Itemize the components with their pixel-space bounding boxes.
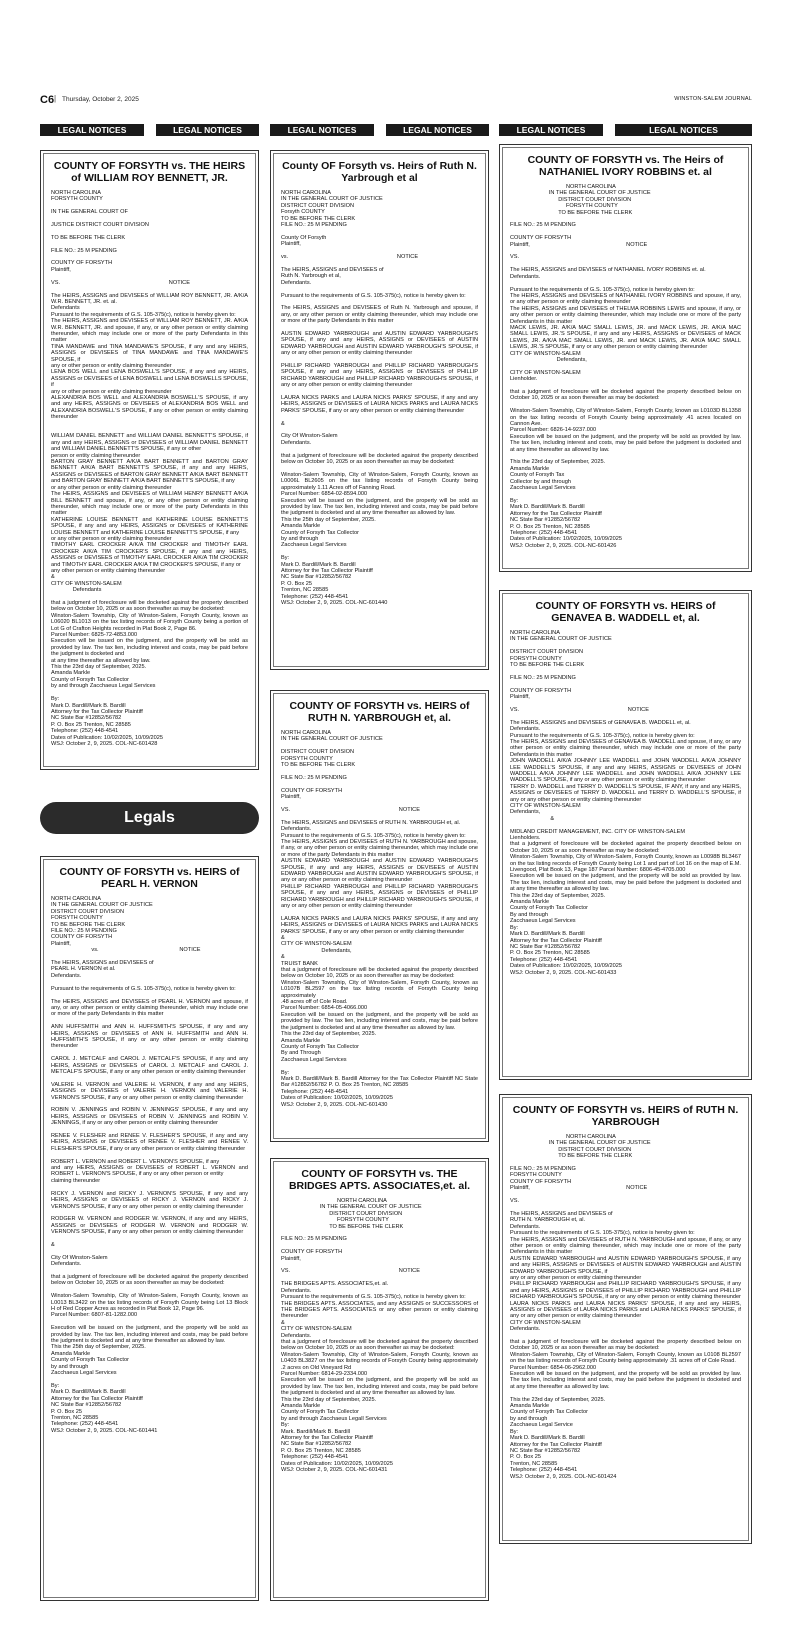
issue-date: Thursday, October 2, 2025 xyxy=(62,96,139,103)
notice-title: COUNTY OF FORSYTH vs. HEIRS of PEARL H. VERNON xyxy=(59,866,240,890)
notice-body: NORTH CAROLINA FORSYTH COUNTY IN THE GENERAL COURT OF JUSTICE DISTRICT COURT DIVISION TO BE BEFORE THE CLERK FILE NO.: 25 M PENDING COUNTY OF FORSYTH Plaintiff, VS. NOTICE The HEIRS, ASSIGNS and DEVISEES of WILLIAM ROY BENNETT, JR. A/K/A W.R. BENNETT, JR. et. al. Defendants Pursuant to the requirements of G.S. 105-375(c), notice is hereby given to: The HEIRS, ASSIGNS and DEVISEES of WILLIAM ROY BENNETT, JR. A/K/A W.R. BENNETT, JR. and spouse, if any, or any other person or entity claiming thereunder, which may include one or more of the party Defendants in this matter TINA MANDAWE and TINA MANDAWE'S SPOUSE, if any and any HEIRS, ASSIGNS or DEVISEES of TINA MANDAWE and TINA MANDAWE'S SPOUSE, if any or other person or entity claiming thereunder LENA BOS WELL and LENA BOSWELL'S SPOUSE, if any and any HEIRS, ASSIGNS or DEVISEES of LENA BOSWELL and LENA BOSWELLS SPOUSE, if any or other person or entity claiming thereunder ALEXANDRIA BOS WELL and ALEXANDRIA BOSWELL'S SPOUSE, if any and any HEIRS, ASSIGNS or DEVISEES of ALEXANDRIA BOS WELL and ALEXANDRIA BOSWELL'S SPOUSE, if any or other person or entity claiming thereunder WILLIAM DANIEL BENNETT and WILLIAM DANIEL BENNETT'S SPOUSE, if any and any HEIRS, ASSIGNS or DEVISEES of WILLIAM DANIEL BENNETT and WILLIAM DANIEL BENNETT'S SPOUSE, if any or other person or entity claiming thereunder BARTON GRAY BENNETT A/K/A BART BENNETT and BARTON GRAY BENNETT A/K/A BART BENNETT'S SPOUSE, if any and any HEIRS, ASSIGNS or DEVISEES of BARTON GRAY BENNETT A/K/A BART BENNETT and BARTON GRAY BENNETT A/K/A BART BENNETT'S SPOUSE, if any or any other person or entity claiming thereunder The HEIRS, ASSIGNS and DEVISEES of WILLIAM HENRY BENNETT A/K/A BILL BENNETT and spouse, if any, or any other person or entity claiming thereunder, which may include one or more of the party Defendants in this matter KATHERINE LOUISE BENNETT and KATHERINE LOUISE BENNETT'S SPOUSE, if any and any HEIRS, ASSIGNS or DEVISEES of KATHERINE LOUISE BENNETT and KATHERINE LOUISE BENNETT'S SPOUSE, if any or any other person or entity claiming thereunder TIMOTHY EARL CROCKER A/K/A TIM CROCKER and TIMOTHY EARL CROCKER A/K/A TIM CROCKER'S SPOUSE, if any and any HEIRS, ASSIGNS or DEVISEES of TIMOTHY EARL CROCKER A/K/A TIM CROCKER and TIMOTHY EARL CROCKER A/K/A TIM CROCKER'S SPOUSE, if any or any other person or entity claiming thereunder & CITY OF WINSTON-SALEM Defendants that a judgment of foreclosure will be docketed against the property described below on October 10, 2025 or as soon thereafter as may be docketed: Winston-Salem Township, City of Winston-Salem, Forsyth County, known as L06020 BL1013 on the tax listing records of Forsyth County being a portion of Lot G of Crafton Heights recorded in Plat Book 2, Page 86. Parcel Number: 6825-72-4853.000 Execution will be issued on the judgment, and the property will be sold as provided by law. The tax lien, including interest and costs, may be paid before the judgment is docketed and at any time thereafter as allowed by law. This the 23rd day of September, 2025. Amanda Markle County of Forsyth Tax Collector by and through Zacchaeus Legal Services By: Mark D. Bardill/Mark B. Bardill Attorney for the Tax Collector Plaintiff NC State Bar #12852/56782 P. O. Box 25 Trenton, NC 28585 Telephone: (252) 448-4541 Dates of Publication: 10/02/2025, 10/09/2025 WSJ: October 2, 9, 2025. COL-NC-601428 xyxy=(51,190,248,747)
legal-notice xyxy=(40,150,259,770)
notice-title: COUNTY OF FORSYTH vs. THE BRIDGES APTS. ASSOCIATES,et. al. xyxy=(288,1168,471,1192)
notice-body: NORTH CAROLINA IN THE GENERAL COURT OF JUSTICE DISTRICT COURT DIVISION FORSYTH COUNTY TO BE BEFORE THE CLERK FILE NO.: 25 M PENDING COUNTY OF FORSYTH Plaintiff, VS. NOTICE The HEIRS, ASSIGNS and DEVISEES of GENAVEA B. WADDELL et, al. Defendants. Pursuant to the requirements of G.S. 105-375(c), notice is hereby given to: The HEIRS, ASSIGNS and DEVISEES of GENAVEA B. WADDELL and spouse, if any, or any other person or entity claiming thereunder, which may include one or more of the party Defendants in this matter JOHN WADDELL A/K/A JOHNNY LEE WADDELL and JOHN WADDELL A/K/A JOHNNY LEE WADDELL'S SPOUSE, if any and any HEIRS, ASSIGNS or DEVISEES of JOHN WADDELL A/K/A JOHNNY LEE WADDELL and JOHN WADDELL A/K/A JOHNNY LEE WADDELL'S SPOUSE, if any or any other person or entity claiming thereunder TERRY D. WADDELL and TERRY D. WADDELL'S SPOUSE, IF ANY, if any and any HEIRS, ASSIGNS or DEVISEES of TERRY D. WADDELL and TERRY D. WADDELL'S SPOUSE, if any or any other person or entity claiming thereunder CITY OF WINSTON-SALEM Defendants, & MIDLAND CREDIT MANAGEMENT, INC. CITY OF WINSTON-SALEM Lienholders. that a judgment of foreclosure will be docketed against the property described below on October 10, 2025 or as soon thereafter as may be docketed: Winston-Salem Township, City of Winston-Salem, Forsyth County, known as L0098B BL3467 on the tax listing records of Forsyth County being Lot 1 and part of Lot 16 on the map of E.M. Livengood, Plat Book 13, Page 187 Parcel Number: 6806-45-4705.000 Execution will be issued on the judgment, and the property will be sold as provided by law. The tax lien, including interest and costs, may be paid before the judgment is docketed and at any time thereafter as allowed by law. This the 23rd day of September, 2025. Amanda Markle County of Forsyth Tax Collector By and through Zacchaeus Legal Services By: Mark D. Bardill/Mark B. Bardill Attorney for the Tax Collector Plaintiff NC State Bar #12852/56782 P. O. Box 25 Trenton, NC 28585 Telephone: (252) 448-4541 Dates of Publication: 10/02/2025, 10/09/2025 WSJ: October 2, 9, 2025. COL-NC-601433 xyxy=(510,630,741,976)
section-label: LEGAL NOTICES xyxy=(270,124,374,136)
page-header xyxy=(40,94,752,108)
section-label: LEGAL NOTICES xyxy=(386,124,489,136)
section-label: LEGAL NOTICES xyxy=(40,124,144,136)
notice-title: County OF Forsyth vs. Heirs of Ruth N. Yarbrough et al xyxy=(282,160,477,184)
page-number: C6 xyxy=(40,94,55,106)
legal-notice xyxy=(499,590,752,1080)
notice-body: NORTH CAROLINA IN THE GENERAL COURT OF JUSTICE DISTRICT COURT DIVISION FORSYTH COUNTY TO BE BEFORE THE CLERK FILE NO.: 25 M PENDING COUNTY OF FORSYTH Plaintiff, NOTICE VS. The HEIRS, ASSIGNS and DEVISEES of NATHANIEL IVORY ROBBINS et. al. Defendants. Pursuant to the requirements of G.S. 105-375(c), notice is hereby given to: The HEIRS, ASSIGNS and DEVISEES of NATHANIEL IVORY ROBBINS and spouse, if any, or any other person or entity claiming thereunder The HEIRS, ASSIGNS and DEVISEES of THELMA ROBBINS LEWIS and spouse, if any, or any other person or entity claiming thereunder, which may include one or more of the party Defendants in this matter MACK LEWIS, JR. A/K/A MAC SMALL LEWIS, JR. and MACK LEWIS, JR. A/K/A MAC SMALL LEWIS, JR.'S SPOUSE, if any and any HEIRS, ASSIGNS or DEVISEES of MACK LEWIS, JR. A/K/A MAC SMALL LEWIS, JR. and MACK LEWIS, JR. A/K/A MAC SMALL LEWIS, JR.'S SPOUSE, if any or any other person or entity claiming thereunder CITY OF WINSTON-SALEM Defendants, CITY OF WINSTON-SALEM Lienholder. that a judgment of foreclosure will be docketed against the property described below on October 10, 2025 or as soon thereafter as may be docketed: Winston-Salem Township, City of Winston-Salem, Forsyth County, known as L0103D BL1358 on the tax listing records of Forsyth County being approximately .41 acres located on Cannon Ave. Parcel Number: 6826-14-9237.000 Execution will be issued on the judgment, and the property will be sold as provided by law. The tax lien, including interest and costs, may be paid before the judgment is docketed and at any time thereafter as allowed by law. This the 23rd day of September, 2025. Amanda Markle County of Forsyth Tax Collector by and through Zacchaeus Legal Services By: Mark D. Bardill/Mark B. Bardill Attorney for the Tax Collector Plaintiff NC State Bar #12852/56782 P. O. Box 25 Trenton, NC 28585 Telephone: (252) 448-4541 Dates of Publication: 10/02/2025, 10/09/2025 WSJ: October 2, 9, 2025. COL-NC-601426 xyxy=(510,184,741,549)
legals-banner: Legals xyxy=(40,802,259,834)
legal-notice xyxy=(499,144,752,572)
notice-body: NORTH CAROLINA IN THE GENERAL COURT OF JUSTICE DISTRICT COURT DIVISION FORSYTH COUNTY TO BE BEFORE THE CLERK FILE NO.: 25 M PENDING COUNTY OF FORSYTH Plaintiff, VS. NOTICE THE BRIDGES APTS. ASSOCIATES,et. al. Defendants. Pursuant to the requirements of G.S. 105-375(c), notice is hereby given to: THE BRIDGES APTS. ASSOCIATES, and any ASSIGNS or SUCCESSORS of THE BRIDGES APTS. ASSOCIATES or any other person or entity claiming thereunder & CITY OF WINSTON-SALEM Defendants. that a judgment of foreclosure will be docketed against the property described below on October 10, 2025 or as soon thereafter as may be docketed: Winston-Salem Township, City of Winston-Salem, Forsyth County, known as L0403 BL3827 on the tax listing records of Forsyth County being approximately .2 acres on Old Vineyard Rd Parcel Number: 6814-29-2334.000 Execution will be issued on the judgment, and the property will be sold as provided by law. The tax lien, including interest and costs, may be paid before the judgment is docketed and at any time thereafter as allowed by law. This the 23rd day of September, 2025. Amanda Markle County of Forsyth Tax Collector by and through Zacchaeus Legall Services By: Mark. Bardill/Mark B. Bardill Attorney for the Tax Collector Plaintiff NC State Bar #12852/56782 P. O. Box 25 Trenton, NC 28585 Telephone: (252) 448-4541 Dates of Publication: 10/02/2025, 10/09/2025 WSJ: October 2, 9, 2025. COL-NC-601431 xyxy=(281,1198,478,1474)
legal-notice xyxy=(499,1094,752,1544)
notice-body: NORTH CAROLINA IN THE GENERAL COURT OF JUSTICE DISTRICT COURT DIVISION FORSYTH COUNTY TO BE BEFORE THE CLERK FILE NO.: 25 M PENDING COUNTY OF FORSYTH Plaintiff, vs. NOTICE The HEIRS, ASSIGNS and DEVISEES of PEARL H. VERNON et al. Defendants. Pursuant to the requirements of G.S. 105-375(c), notice is hereby given to: The HEIRS, ASSIGNS and DEVISEES of PEARL H. VERNON and spouse, if any, or any other person or entity claiming thereunder, which may include one or more of the party Defendants in this matter ANN HUFFSMITH and ANN H. HUFFSMITH'S SPOUSE, if any and any HEIRS, ASSIGNS or DEVISEES of ANN H. HUFFSMITH and ANN H. HUFFSMITH'S SPOUSE, if any or any other person or entity claiming thereunder CAROL J. METCALF and CAROL J. METCALF'S SPOUSE, if any and any HEIRS, ASSIGNS or DEVISEES of CAROL J. METCALF and CAROL J. METCALF'S SPOUSE, if any or any other person or entity claiming thereunder VALERIE H. VERNON and VALERIE H. VERNON, if any and any HEIRS, ASSIGNS or DEVISEES of VALERIE H. VERNON and VALERIE H. VERNON'S SPOUSE, if any or any other person or entity claiming thereunder ROBIN V. JENNINGS and ROBIN V. JENNINGS' SPOUSE, if any and any HEIRS, ASSIGNS or DEVISEES of ROBIN V. JENNINGS and ROBIN V. JENNINGS, if any or any other person or entity claiming thereunder RENEE V. FLESHER and RENEE V. FLESHER'S SPOUSE, if any and any HEIRS, ASSIGNS or DEVISEES of RENEE V. FLESHER and RENEE V. FLESHER'S SPOUSE, if any or any other person or entity claiming thereunder ROBERT L. VERNON and ROBERT L. VERNON'S SPOUSE, if any and any HEIRS, ASSIGNS or DEVISEES of ROBERT L. VERNON and ROBERT L. VERNON'S SPOUSE, if any or any other person or entity claiming thereunder RICKY J. VERNON and RICKY J. VERNON'S SPOUSE, if any and any HEIRS, ASSIGNS or DEVISEES of RICKY J. VERNON and RICKY J. VERNON'S SPOUSE, if any or any other person or entity claiming thereunder RODGER W. VERNON and RODGER W. VERNON, if any and any HEIRS, ASSIGNS or DEVISEES of RODGER W. VERNON and RODGER W. VERNON'S SPOUSE, if any or any other person or entity claiming thereunder & City Of Winston-Salem Defendants. that a judgment of foreclosure will be docketed against the property described below on October 10, 2025 or as soon thereafter as may be docketed: Winston-Salem Township, City of Winston-Salem, Forsyth County, known as L0013 BL3422 on the tax listing records of Forsyth County being Lot 13 Block H of Red Copper Acres as recorded in Plat Book 12, Page 96. Parcel Number: 6807-81-1282.000 Execution will be issued on the judgment, and the property will be sold as provided by law. The tax lien, including interest and costs, may be paid before the judgment is docketed and at any time thereafter as allowed by law. This the 25th day of September, 2025. Amanda Markle County of Forsyth Tax Collector by and through Zacchaeus Legal Services By: Mark D. Bardill/Mark B. Bardill Attorney for the Tax Collector Plaintiff NC State Bar #12852/56782 P. O. Box 25 Trenton, NC 28585 Telephone: (252) 448-4541 WSJ: October 2, 9, 2025. COL-NC-601441 xyxy=(51,896,248,1434)
notice-body: NORTH CAROLINA IN THE GENERAL COURT OF JUSTICE DISTRICT COURT DIVISION Forsyth COUNTY TO BE BEFORE THE CLERK FILE NO.: 25 M PENDING County Of Forsyth Plaintiff, vs. NOTICE The HEIRS, ASSIGNS and DEVISEES of Ruth N. Yarbrough et al, Defendants. Pursuant to the requirements of G.S. 105-375(c), notice is hereby given to: The HEIRS, ASSIGNS and DEVISEES of Ruth N. Yarbrough and spouse, if any, or any other person or entity claiming thereunder, which may include one or more of the party Defendants in this matter AUSTIN EDWARD YARBROUGH and AUSTIN EDWARD YARBROUGH'S SPOUSE, if any and any HEIRS, ASSIGNS or DEVISEES of AUSTIN EDWARD YARBROUGH and AUSTIN EDWARD YARBROUGH'S SPOUSE, if any or any other person or entity claiming thereunder PHILLIP RICHARD YARBROUGH and PHILLIP RICHARD YARBROUGH'S SPOUSE, if any and any HEIRS, ASSIGNS or DEVISEES of PHILLIP RICHARD YARBROUGH and PHILLIP RICHARD YARBROUGH'S SPOUSE, if any or any other person or entity claiming thereunder LAURA NICKS PARKS and LAURA NICKS PARKS' SPOUSE, if any and any HEIRS, ASSIGNS or DEVISEES of LAURA NICKS PARKS and LAURA NICKS PARKS' SPOUSE, if any or any other person or entity claiming thereunder & City Of Winston-Salem Defendants. that a judgment of foreclosure will be docketed against the property described below on October 10, 2025 or as soon thereafter as may be docketed: Winston-Salem Township, City of Winston-Salem, Forsyth County, known as L0006L BL2605 on the tax listing records of Forsyth County being approximately 1.11 Acres off of Fanning Road. Parcel Number: 6854-02-8594.000 Execution will be issued on the judgment, and the property will be sold as provided by law. The tax lien, including interest and costs, may be paid before the judgment is docketed and at any time thereafter as allowed by law. This the 25th day of September, 2025. Amanda Markle County of Forsyth Tax Collector by and through Zacchaeus Legal Services By: Mark D. Bardill/Mark B. Bardill Attorney for the Tax Collector Plaintiff NC State Bar #12852/56782 P. O. Box 25 Trenton, NC 28585 Telephone: (252) 448-4541 WSJ: October 2, 9, 2025. COL-NC-601440 xyxy=(281,190,478,606)
notice-title: COUNTY OF FORSYTH vs. HEIRS of RUTH N. YARBROUGH xyxy=(512,1104,739,1128)
notice-title: COUNTY OF FORSYTH vs. HEIRS of GENAVEA B. WADDELL et, al. xyxy=(535,600,716,624)
legal-notice xyxy=(270,1158,489,1601)
notice-title: COUNTY OF FORSYTH vs. HEIRS of RUTH N. YARBROUGH et, al. xyxy=(289,700,470,724)
publication-name: WINSTON-SALEM JOURNAL xyxy=(674,96,752,102)
notice-body: NORTH CAROLINA IN THE GENERAL COURT OF JUSTICE DISTRICT COURT DIVISION FORSYTH COUNTY TO BE BEFORE THE CLERK FILE NO.: 25 M PENDING COUNTY OF FORSYTH Plaintiff, VS. NOTICE The HEIRS, ASSIGNS and DEVISEES of RUTH N. YARBROUGH et, al. Defendants. Pursuant to the requirements of G.S. 105-375(c), notice is hereby given to: The HEIRS, ASSIGNS and DEVISEES of RUTH N. YARBROUGH and spouse, if any, or any other person or entity claiming thereunder, which may include one or more of the party Defendants in this matter AUSTIN EDWARD YARBROUGH and AUSTIN EDWARD YARBROUGH'S SPOUSE, if any and any HEIRS, ASSIGNS or DEVISEES of AUSTIN EDWARD YARBROUGH and AUSTIN EDWARD YARBROUGH'S SPOUSE, if any or any other person or entity claiming thereunder PHILLIP RICHARD YARBROUGH and PHILLIP RICHARD YARBROUGH'S SPOUSE, if any and any HEIRS, ASSIGNS or DEVISEES of PHILLIP RICHARD YARBROUGH and PHILLIP RICHARD YARBROUGH'S SPOUSE, if any or any other person or entity claiming thereunder LAURA NICKS PARKS and LAURA NICKS PARKS' SPOUSE, if any and any HEIRS, ASSIGNS or DEVISEES of LAURA NICKS PARKS and LAURA NICKS PARKS' SPOUSE, if any or any other person or entity claiming thereunder & CITY OF WINSTON-SALEM Defendants, & TRUIST BANK that a judgment of foreclosure will be docketed against the property described below on October 10, 2025 or as soon thereafter as may be docketed: Winston-Salem Township, City of Winston-Salem, Forsyth County, known as L0107B BL2597 on the tax listing records of Forsyth County being approximately .48 acres off of Cole Road. Parcel Number: 6854-05-4066.000 Execution will be issued on the judgment, and the property will be sold as provided by law. The tax lien, including interest and costs, may be paid before the judgment is docketed and at any time thereafter as allowed by law. This the 23rd day of September, 2025. Amanda Markle County of Forsyth Tax Collector By and Through Zacchaeus Legal Services By: Mark D. Bardill/Mark B. Bardill Attorney for the Tax Collector Plaintiff NC State Bar #12852/56782 P. O. Box 25 Trenton, NC 28585 Telephone: (252) 448-4541 Dates of Publication: 10/02/2025, 10/09/2025 WSJ: October 2, 9, 2025. COL-NC-601430 xyxy=(281,730,478,1108)
notice-title: COUNTY OF FORSYTH vs. THE HEIRS of WILLIAM ROY BENNETT, JR. xyxy=(53,160,246,184)
notice-body: NORTH CAROLINA IN THE GENERAL COURT OF JUSTICE DISTRICT COURT DIVISION TO BE BEFORE THE CLERK FILE NO.: 25 M PENDING FORSYTH COUNTY COUNTY OF FORSYTH Plaintiff, NOTICE VS. The HEIRS, ASSIGNS and DEVISEES of RUTH N. YARBROUGH et, al. Defendants. Pursuant to the requirements of G.S. 105-375(c), notice is hereby given to: The HEIRS, ASSIGNS and DEVISEES of RUTH N. YARBROUGH and spouse, if any, or any other person or entity claiming thereunder, which may include one or more of the party Defendants in this matter AUSTIN EDWARD YARBROUGH and AUSTIN EDWARD YARBROUGH'S SPOUSE, if any and any HEIRS, ASSIGNS or DEVISEES of AUSTIN EDWARD YARBROUGH and AUSTIN EDWARD YARBROUGH'S SPOUSE, if any or any other person or entity claiming thereunder PHILLIP RICHARD YARBROUGH and PHILLIP RICHARD YARBROUGH'S SPOUSE, if any and any HEIRS, ASSIGNS or DEVISEES of PHILLIP RICHARD YARBROUGH and PHILLIP RICHARD YARBROUGH'S SPOUSE, if any or any other person or entity claiming thereunder LAURA NICKS PARKS and LAURA NICKS PARKS' SPOUSE, if any and any HEIRS, ASSIGNS or DEVISEES of LAURA NICKS PARKS and LAURA NICKS PARKS' SPOUSE, if any or any other person or entity claiming thereunder CITY OF WINSTON-SALEM Defendants. that a judgment of foreclosure will be docketed against the property described below on October 10, 2025 or as soon thereafter as may be docketed: Winston-Salem Township, City of Winston-Salem, Forsyth County, known as L0108 BL2597 on the tax listing records of Forsyth County being approximately .31 acres off of Cole Road. Parcel Number: 6854-06-2962.000 Execution will be issued on the judgment, and the property will be sold as provided by law. The tax lien, including interest and costs, may be paid before the judgment is docketed and at any time thereafter as allowed by law. This the 23rd day of September, 2025. Amanda Markle County of Forsyth Tax Collector by and through Zacchaeus Legal Service By: Mark D. Bardill/Mark B. Bardill Attorney for the Tax Collector Plaintiff NC State Bar #12852/56782 P. O. Box 25 Trenton, NC 28585 Telephone: (252) 448-4541 WSJ: October 2, 9, 2025. COL-NC-601424 xyxy=(510,1134,741,1480)
legal-notice xyxy=(270,150,489,670)
section-label: LEGAL NOTICES xyxy=(615,124,752,136)
notice-title: COUNTY OF FORSYTH vs. The Heirs of NATHANIEL IVORY ROBBINS et. al xyxy=(527,154,724,178)
legal-notice xyxy=(40,856,259,1601)
header-divider: | xyxy=(54,94,57,103)
section-label: LEGAL NOTICES xyxy=(156,124,259,136)
section-label: LEGAL NOTICES xyxy=(499,124,603,136)
legal-notice xyxy=(270,690,489,1142)
